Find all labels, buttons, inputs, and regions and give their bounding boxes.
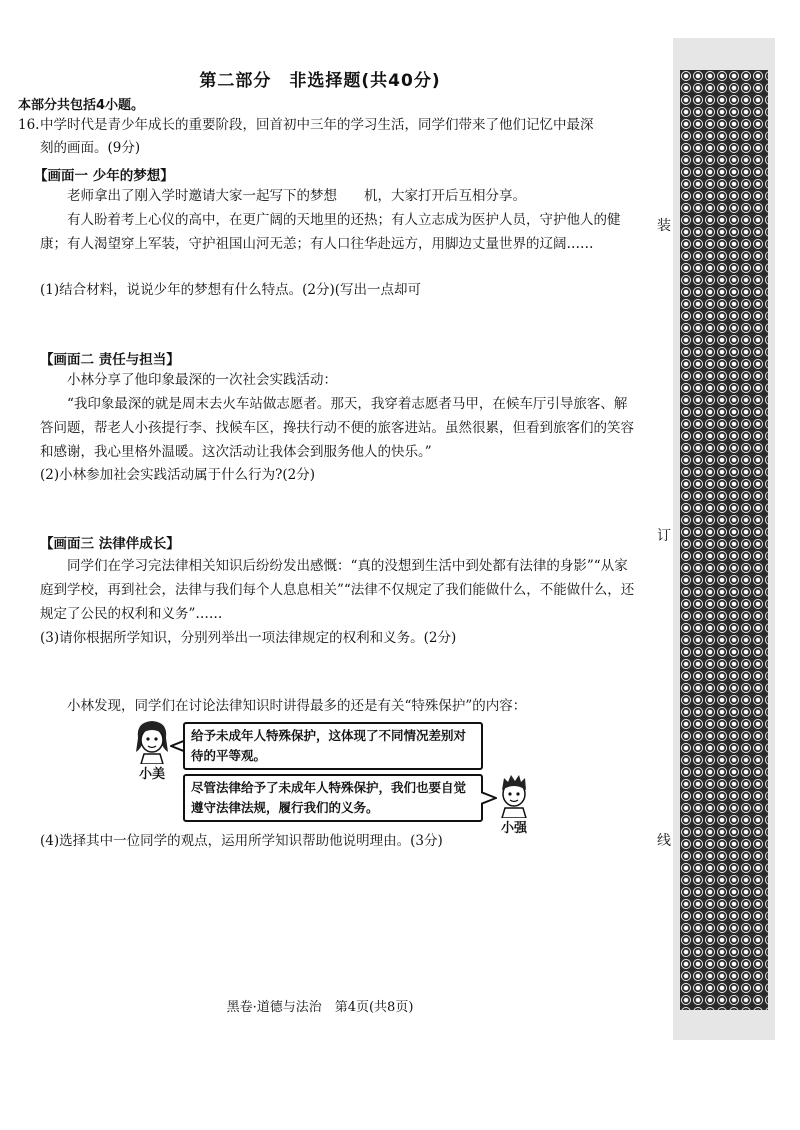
girl-speech-bubble: 给予未成年人特殊保护，这体现了不同情况差别对待的平等观。 (183, 722, 483, 770)
scene3-paragraph1: 同学们在学习完法律相关知识后纷纷发出感慨：“真的没想到生活中到处都有法律的身影”“从家庭到学校，再到社会，法律与我们每个人息息相关”“法律不仅规定了我们能做什么，不能做什么，还规定了公民的权利和义务”…… (40, 558, 635, 622)
boy-face-icon (494, 772, 534, 818)
boy-avatar (494, 772, 534, 834)
scene1-paragraph2: 有人盼着考上心仪的高中，在更广阔的天地里的还热；有人立志成为医护人员，守护他人的健康；有人渴望穿上军装，守护祖国山河无恙；有人口往华赴远方，用脚边丈量世界的辽阔…… (40, 212, 621, 252)
scene1-heading: 【画面一 少年的梦想】 (34, 168, 174, 184)
scene4-paragraph1: 小林发现，同学们在讨论法律知识时讲得最多的还是有关“特殊保护”的内容： (67, 698, 527, 714)
binding-mark-zhuang: 装 (657, 218, 671, 234)
question-number: 16. (18, 117, 40, 133)
question-stem-line1: 中学时代是青少年成长的重要阶段，回首初中三年的学习生活，同学们带来了他们记忆中最深 (40, 117, 594, 133)
section-intro: 本部分共包括4小题。 (18, 98, 145, 113)
boy-name: 小强 (500, 821, 527, 836)
scene1-paragraph1: 老师拿出了刚入学时邀请大家一起写下的梦想 机，大家打开后互相分享。 (67, 188, 526, 204)
page-footer: 黑卷·道德与法治 第4页(共8页) (226, 1000, 414, 1015)
girl-face-icon (132, 718, 172, 764)
binding-mark-xian: 线 (657, 833, 671, 849)
question-stem-line2: 刻的画面。(9分) (40, 140, 141, 156)
scene2-heading: 【画面二 责任与担当】 (40, 352, 180, 368)
scene2-paragraph2: “我印象最深的就是周末去火车站做志愿者。那天，我穿着志愿者马甲，在候车厅引导旅客、解答问题，帮老人小孩提行李、找候车区，搀扶行动不便的旅客进站。虽然很累，但看到旅客们的笑容和感谢，我心里格外温暖。这次活动让我体会到服务他人的快乐。” (40, 396, 634, 460)
binding-pattern (680, 70, 768, 1010)
scene3-heading: 【画面三 法律伴成长】 (40, 536, 180, 552)
binding-mark-ding: 订 (657, 528, 671, 544)
scene2-paragraph1: 小林分享了他印象最深的一次社会实践活动： (67, 372, 337, 388)
question-2: (2)小林参加社会实践活动属于什么行为?(2分) (40, 467, 315, 483)
girl-avatar (132, 718, 172, 780)
girl-name: 小美 (138, 767, 165, 782)
question-3: (3)请你根据所学知识，分别列举出一项法律规定的权利和义务。(2分) (40, 630, 457, 646)
question-4: (4)选择其中一位同学的观点，运用所学知识帮助他说明理由。(3分) (40, 833, 443, 849)
boy-speech-bubble: 尽管法律给予了未成年人特殊保护，我们也要自觉遵守法律法规，履行我们的义务。 (183, 774, 483, 822)
question-1: (1)结合材料，说说少年的梦想有什么特点。(2分)(写出一点却可 (40, 282, 422, 298)
section-title: 第二部分 非选择题(共40分) (199, 71, 441, 91)
